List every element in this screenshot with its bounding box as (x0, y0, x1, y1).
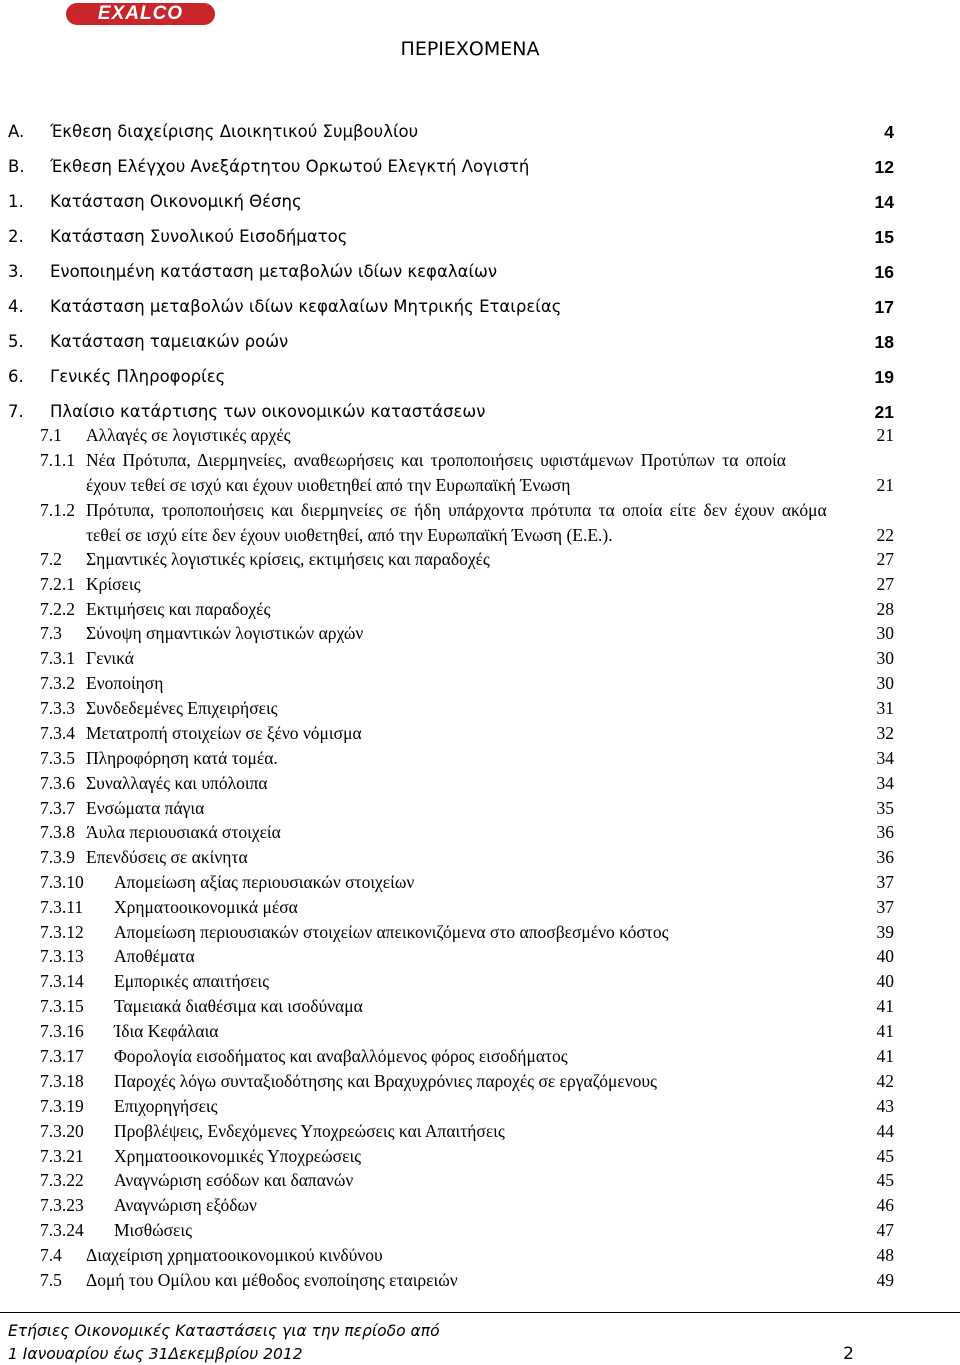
toc-entry-title: Ενσώματα πάγια (86, 798, 205, 818)
toc-entry-title: Παροχές λόγω συνταξιοδότησης και Βραχυχρόνιες παροχές σε εργαζόμενους (114, 1071, 657, 1091)
toc-entry-page: 45 (876, 1170, 894, 1190)
toc-entry-title-continued: έχουν τεθεί σε ισχύ και έχουν υιοθετηθεί από την Ευρωπαϊκή Ένωση (86, 475, 571, 495)
toc-entry-page: 15 (874, 227, 894, 247)
toc-entry-number: 2. (8, 227, 24, 246)
toc-entry-page: 18 (874, 332, 894, 352)
toc-entry-page: 16 (874, 262, 894, 282)
toc-entry-number: 7.3.6 (40, 773, 75, 793)
toc-entry-title: Εκτιμήσεις και παραδοχές (86, 599, 271, 619)
toc-entry-title-continued: τεθεί σε ισχύ είτε δεν έχουν υιοθετηθεί, από την Ευρωπαϊκή Ένωση (Ε.Ε.). (86, 525, 613, 545)
toc-entry-title: Πρότυπα, τροποποιήσεις και διερμηνείες σε ήδη υπάρχοντα πρότυπα τα οποία είτε δεν έχουν ακόμα (86, 500, 827, 520)
toc-entry-page: 30 (876, 648, 894, 668)
toc-entry-page: 21 (876, 425, 894, 445)
toc-entry-page: 34 (876, 748, 894, 768)
toc-entry-number: 7.3.10 (40, 872, 84, 892)
toc-entry-number: 7.3.9 (40, 847, 75, 867)
toc-entry-title: Έκθεση διαχείρισης Διοικητικού Συμβουλίου (50, 122, 419, 141)
toc-entry-title: Δομή του Ομίλου και μέθοδος ενοποίησης εταιρειών (86, 1270, 458, 1290)
toc-entry-page: 19 (874, 367, 894, 387)
toc-entry-page: 27 (876, 574, 894, 594)
toc-entry-title: Έκθεση Ελέγχου Ανεξάρτητου Ορκωτού Ελεγκτή Λογιστή (50, 157, 530, 176)
toc-entry-title: Κρίσεις (86, 574, 141, 594)
toc-entry-number: 7.4 (40, 1245, 62, 1265)
toc-entry-number: 7.3.3 (40, 698, 75, 718)
toc-entry-title: Πλαίσιο κατάρτισης των οικονομικών καταστάσεων (50, 402, 486, 421)
toc-entry-number: 6. (8, 367, 24, 386)
toc-entry-title: Προβλέψεις, Ενδεχόμενες Υποχρεώσεις και Απαιτήσεις (114, 1121, 505, 1141)
toc-entry-page: 44 (876, 1121, 894, 1141)
toc-entry-title: Ενοποίηση (86, 673, 164, 693)
toc-entry-page: 21 (874, 402, 894, 422)
toc-entry-title: Σύνοψη σημαντικών λογιστικών αρχών (86, 623, 364, 643)
toc-entry-page: 31 (876, 698, 894, 718)
toc-entry-title: Πληροφόρηση κατά τομέα. (86, 748, 278, 768)
toc-entry-title: Κατάσταση μεταβολών ιδίων κεφαλαίων Μητρικής Εταιρείας (50, 297, 562, 316)
toc-entry-page: 17 (874, 297, 894, 317)
toc-entry-page: 21 (876, 475, 894, 495)
toc-entry-title: Αλλαγές σε λογιστικές αρχές (86, 425, 291, 445)
toc-entry-number: 7.3.17 (40, 1046, 84, 1066)
toc-entry-page: 40 (876, 946, 894, 966)
toc-entry-title: Νέα Πρότυπα, Διερμηνείες, αναθεωρήσεις και τροποποιήσεις υφιστάμενων Προτύπων τα οποία (86, 450, 786, 470)
toc-entry-page: 22 (876, 525, 894, 545)
toc-entry-number: 7.3.22 (40, 1170, 84, 1190)
toc-entry-title: Αναγνώριση εσόδων και δαπανών (114, 1170, 354, 1190)
toc-entry-page: 32 (876, 723, 894, 743)
toc-entry-number: 7.2.2 (40, 599, 75, 619)
toc-entry-page: 34 (876, 773, 894, 793)
toc-entry-page: 41 (876, 1046, 894, 1066)
toc-entry-page: 30 (876, 623, 894, 643)
toc-entry-number: 7.3.18 (40, 1071, 84, 1091)
toc-entry-number: 7.3.11 (40, 897, 84, 917)
toc-entry-title: Ταμειακά διαθέσιμα και ισοδύναμα (114, 996, 363, 1016)
toc-entry-page: 36 (876, 847, 894, 867)
toc-entry-title: Μισθώσεις (114, 1220, 193, 1240)
toc-entry-number: 7.3.13 (40, 946, 84, 966)
toc-entry-title: Επενδύσεις σε ακίνητα (86, 847, 248, 867)
toc-entry-number: 7.2.1 (40, 574, 75, 594)
toc-entry-page: 37 (876, 872, 894, 892)
toc-entry-title: Απομείωση περιουσιακών στοιχείων απεικονιζόμενα στο αποσβεσμένο κόστος (114, 922, 669, 942)
toc-entry-title: Γενικά (86, 648, 134, 668)
toc-entry-number: 7.3.15 (40, 996, 84, 1016)
toc-entry-number: 7.3.23 (40, 1195, 84, 1215)
toc-entry-number: 7.3.5 (40, 748, 75, 768)
toc-entry-title: Σημαντικές λογιστικές κρίσεις, εκτιμήσεις και παραδοχές (86, 549, 490, 569)
toc-entry-title: Διαχείριση χρηματοοικονομικού κινδύνου (86, 1245, 383, 1265)
toc-entry-page: 41 (876, 996, 894, 1016)
toc-entry-page: 27 (876, 549, 894, 569)
toc-entry-number: 7.3.2 (40, 673, 75, 693)
toc-entry-page: 12 (874, 157, 894, 177)
footer-line-2: 1 Ιανουαρίου έως 31Δεκεμβρίου 2012 (8, 1345, 303, 1363)
toc-entry-number: 7.3.7 (40, 798, 75, 818)
toc-entry-title: Απομείωση αξίας περιουσιακών στοιχείων (114, 872, 415, 892)
toc-entry-number: 7.1.1 (40, 450, 75, 470)
toc-entry-number: 7.3.20 (40, 1121, 84, 1141)
toc-entry-title: Συνδεδεμένες Επιχειρήσεις (86, 698, 278, 718)
toc-entry-page: 46 (876, 1195, 894, 1215)
toc-entry-page: 39 (876, 922, 894, 942)
toc-entry-number: 7.3.4 (40, 723, 75, 743)
toc-entry-number: 7. (8, 402, 24, 421)
toc-entry-number: 1. (8, 192, 24, 211)
toc-entry-title: Αναγνώριση εξόδων (114, 1195, 257, 1215)
toc-entry-page: 4 (884, 122, 894, 142)
toc-entry-number: 7.3.19 (40, 1096, 84, 1116)
toc-entry-title: Μετατροπή στοιχείων σε ξένο νόμισμα (86, 723, 362, 743)
footer-divider (0, 1312, 960, 1313)
footer-line-1: Ετήσιες Οικονομικές Καταστάσεις για την περίοδο από (8, 1322, 440, 1340)
toc-entry-number: 5. (8, 332, 24, 351)
toc-entry-number: 7.1 (40, 425, 62, 445)
toc-entry-page: 28 (876, 599, 894, 619)
toc-entry-title: Κατάσταση Οικονομική Θέσης (50, 192, 302, 211)
toc-entry-number: 4. (8, 297, 24, 316)
toc-entry-number: 7.3.16 (40, 1021, 84, 1041)
toc-entry-page: 48 (876, 1245, 894, 1265)
toc-entry-number: 7.3.1 (40, 648, 75, 668)
toc-entry-title: Συναλλαγές και υπόλοιπα (86, 773, 268, 793)
toc-entry-page: 14 (874, 192, 894, 212)
toc-entry-title: Αποθέματα (114, 946, 195, 966)
toc-entry-number: B. (8, 157, 25, 176)
toc-entry-page: 43 (876, 1096, 894, 1116)
toc-entry-page: 42 (876, 1071, 894, 1091)
toc-entry-title: Κατάσταση ταμειακών ροών (50, 332, 289, 351)
toc-entry-page: 30 (876, 673, 894, 693)
logo-text: EXALCO (97, 3, 184, 24)
toc-entry-title: Ίδια Κεφάλαια (114, 1021, 219, 1041)
toc-entry-page: 36 (876, 822, 894, 842)
toc-entry-title: Ενοποιημένη κατάσταση μεταβολών ιδίων κεφαλαίων (50, 262, 498, 281)
toc-entry-title: Γενικές Πληροφορίες (50, 367, 226, 386)
toc-entry-title: Άυλα περιουσιακά στοιχεία (86, 822, 281, 842)
toc-entry-number: 7.2 (40, 549, 62, 569)
toc-entry-title: Εμπορικές απαιτήσεις (114, 971, 270, 991)
toc-entry-page: 45 (876, 1146, 894, 1166)
toc-entry-number: 7.5 (40, 1270, 62, 1290)
toc-entry-number: A. (8, 122, 25, 141)
toc-entry-title: Χρηματοοικονομικές Υποχρεώσεις (114, 1146, 362, 1166)
toc-entry-number: 7.3.12 (40, 922, 84, 942)
toc-entry-title: Κατάσταση Συνολικού Εισοδήματος (50, 227, 348, 246)
toc-entry-page: 49 (876, 1270, 894, 1290)
toc-entry-number: 7.3.24 (40, 1220, 84, 1240)
toc-entry-number: 7.3.21 (40, 1146, 84, 1166)
page-number: 2 (843, 1344, 854, 1364)
toc-entry-title: Επιχορηγήσεις (114, 1096, 218, 1116)
page-title-text: ΠΕΡΙΕΧΟΜΕΝΑ (400, 38, 540, 60)
toc-entry-number: 7.3.14 (40, 971, 84, 991)
toc-entry-title: Χρηματοοικονομικά μέσα (114, 897, 298, 917)
toc-entry-page: 47 (876, 1220, 894, 1240)
toc-entry-number: 7.1.2 (40, 500, 75, 520)
toc-entry-title: Φορολογία εισοδήματος και αναβαλλόμενος φόρος εισοδήματος (114, 1046, 568, 1066)
toc-entry-number: 3. (8, 262, 24, 281)
toc-entry-page: 37 (876, 897, 894, 917)
toc-entry-number: 7.3.8 (40, 822, 75, 842)
toc-entry-page: 41 (876, 1021, 894, 1041)
toc-entry-number: 7.3 (40, 623, 62, 643)
toc-entry-page: 35 (876, 798, 894, 818)
toc-entry-page: 40 (876, 971, 894, 991)
